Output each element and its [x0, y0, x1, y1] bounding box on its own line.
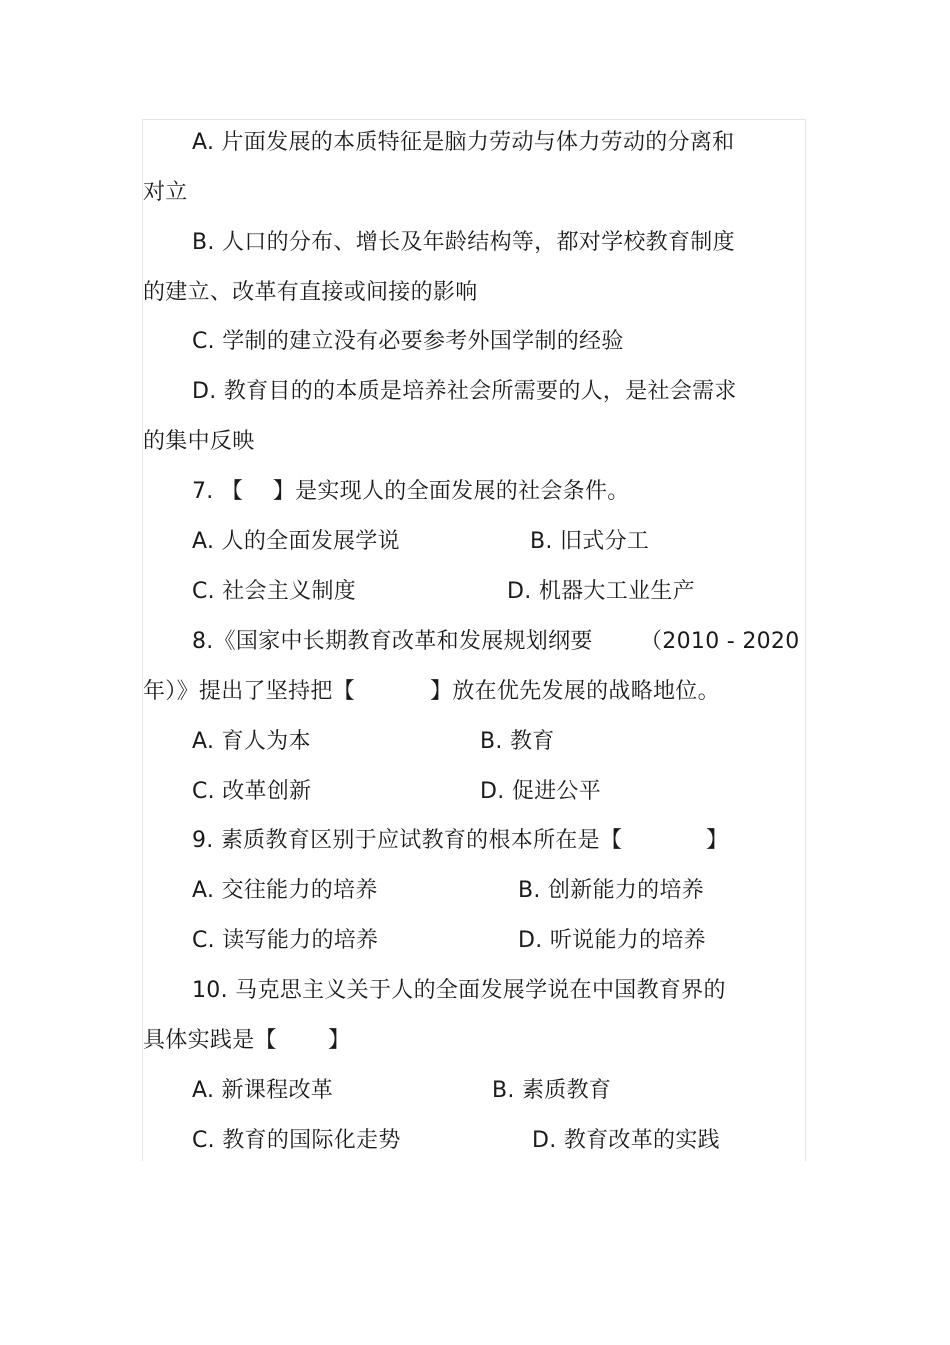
q6-option-b-line1: B. 人口的分布、增长及年龄结构等，都对学校教育制度	[192, 230, 735, 255]
q6-option-d-line2: 的集中反映	[143, 429, 255, 454]
q7-stem: 7. 【 】是实现人的全面发展的社会条件。	[192, 479, 630, 504]
q10-stem-line1: 10. 马克思主义关于人的全面发展学说在中国教育界的	[192, 978, 726, 1003]
q10-option-d: D. 教育改革的实践	[532, 1128, 720, 1153]
q8-option-a: A. 育人为本	[192, 729, 311, 754]
q9-stem-bracket-close: 】	[706, 828, 729, 853]
q7-option-a: A. 人的全面发展学说	[192, 529, 400, 554]
q9-option-c: C. 读写能力的培养	[192, 928, 379, 953]
q9-option-d: D. 听说能力的培养	[518, 928, 706, 953]
q7-option-d: D. 机器大工业生产	[507, 579, 695, 604]
q10-stem-line2: 具体实践是【	[143, 1028, 277, 1053]
q8-option-b: B. 教育	[480, 729, 555, 754]
q6-option-c: C. 学制的建立没有必要参考外国学制的经验	[192, 329, 624, 354]
q7-option-c: C. 社会主义制度	[192, 579, 357, 604]
q8-stem-years: （2010 - 2020	[640, 629, 800, 654]
q10-stem-bracket-close: 】	[328, 1028, 351, 1053]
q10-option-c: C. 教育的国际化走势	[192, 1128, 401, 1153]
q8-stem-line2b: 】放在优先发展的战略地位。	[430, 679, 720, 704]
q9-stem: 9. 素质教育区别于应试教育的根本所在是【	[192, 828, 623, 853]
q6-option-a-line1: A. 片面发展的本质特征是脑力劳动与体力劳动的分离和	[192, 130, 735, 155]
q10-option-a: A. 新课程改革	[192, 1078, 334, 1103]
q6-option-a-line2: 对立	[143, 180, 188, 205]
q8-stem-line2a: 年）》提出了坚持把【	[143, 679, 356, 704]
q9-option-a: A. 交往能力的培养	[192, 878, 378, 903]
q8-option-d: D. 促进公平	[480, 779, 602, 804]
q8-stem-line1: 8.《国家中长期教育改革和发展规划纲要	[192, 629, 593, 654]
q7-option-b: B. 旧式分工	[530, 529, 650, 554]
q10-option-b: B. 素质教育	[492, 1078, 612, 1103]
q8-option-c: C. 改革创新	[192, 779, 312, 804]
q9-option-b: B. 创新能力的培养	[518, 878, 705, 903]
q6-option-b-line2: 的建立、改革有直接或间接的影响	[143, 280, 478, 305]
q6-option-d-line1: D. 教育目的的本质是培养社会所需要的人，是社会需求	[192, 379, 737, 404]
